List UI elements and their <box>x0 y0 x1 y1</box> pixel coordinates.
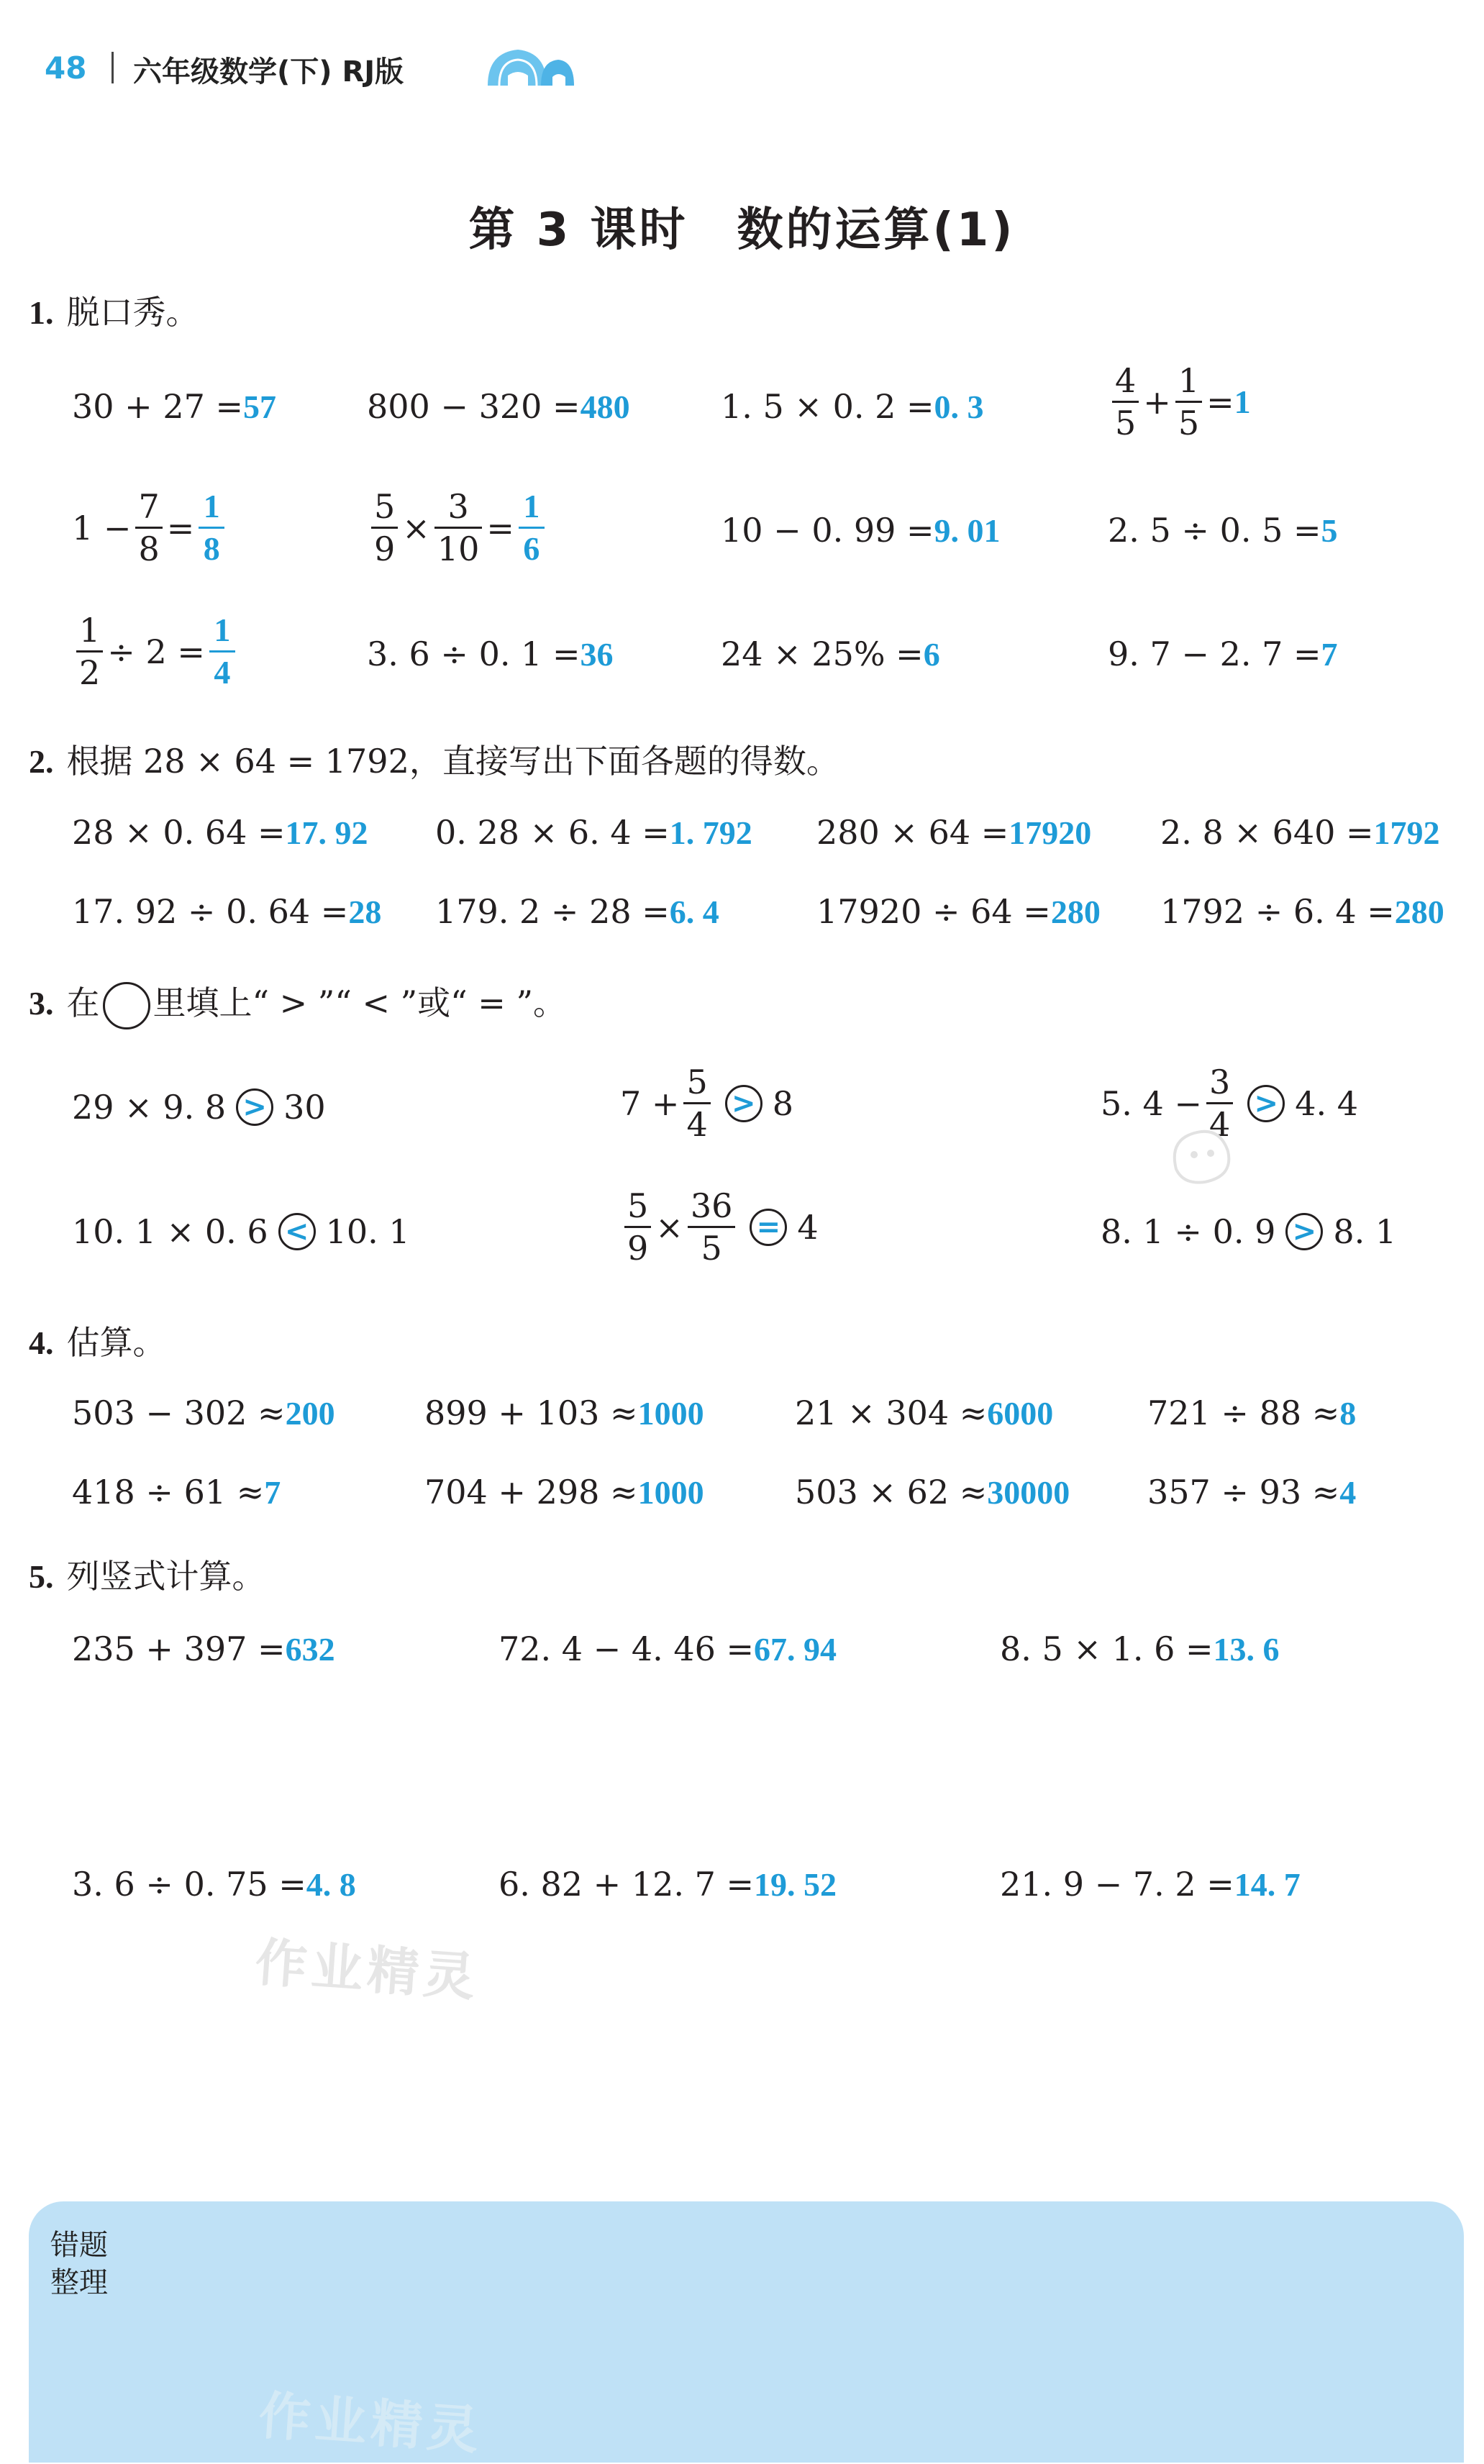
fraction: $\frac{5}{9}$ <box>371 489 398 567</box>
operator: × <box>655 1207 683 1247</box>
watermark: 作业精灵 <box>253 1932 482 2008</box>
expression: 704 + 298 ≈ <box>424 1473 638 1511</box>
compare-item <box>1101 1212 1396 1251</box>
expression: 4. 4 <box>1295 1083 1359 1123</box>
expression: 3. 6 ÷ 0. 75 = <box>72 1865 306 1904</box>
error-notes-box <box>29 2201 1464 2463</box>
question-text: 根据 28 × 64 = 1792，直接写出下面各题的得数。 <box>66 742 839 781</box>
expression: 7 + <box>620 1083 680 1123</box>
page-number: 48 <box>45 50 87 86</box>
answer: 13. 6 <box>1213 1630 1280 1668</box>
expression: 3. 6 ÷ 0. 1 = <box>367 635 581 673</box>
expression: 899 + 103 ≈ <box>424 1394 638 1432</box>
expression: 21 × 304 ≈ <box>795 1394 988 1432</box>
answer: $\frac{1}{4}$ <box>209 613 235 691</box>
expression: 10. 1 <box>325 1212 410 1251</box>
answer-circle: < <box>278 1213 316 1250</box>
math-item <box>721 635 940 673</box>
math-item <box>72 1394 335 1432</box>
math-item <box>72 1629 335 1668</box>
operator: × <box>402 508 430 547</box>
expression: 2. 5 ÷ 0. 5 = <box>1108 511 1321 550</box>
lesson-title: 第 3 课时 数的运算(1) <box>468 204 1016 257</box>
math-item <box>1000 1865 1301 1904</box>
expression: 72. 4 − 4. 46 = <box>499 1629 755 1668</box>
math-item <box>1108 635 1338 673</box>
math-item <box>72 1865 356 1904</box>
answer: 280 <box>1050 893 1101 930</box>
expression: 17. 92 ÷ 0. 64 = <box>72 892 349 931</box>
answer: 1. 792 <box>669 814 752 851</box>
expression: 503 × 62 ≈ <box>795 1473 988 1511</box>
fraction: $\frac{1}{5}$ <box>1175 363 1202 441</box>
answer: 0. 3 <box>934 388 984 425</box>
expression: 2. 8 × 640 = <box>1160 813 1374 852</box>
answer-circle: > <box>725 1085 763 1122</box>
answer: $\frac{1}{8}$ <box>199 489 224 567</box>
expression: 8. 1 <box>1333 1212 1397 1251</box>
math-item <box>816 892 1101 931</box>
answer: 5 <box>1321 512 1338 549</box>
answer: 6. 4 <box>669 893 719 930</box>
book-title: 六年级数学(下) RJ版 <box>133 55 404 88</box>
answer: 9. 01 <box>934 512 1001 549</box>
equals: = <box>486 508 514 547</box>
answer: 1792 <box>1373 814 1440 851</box>
math-item <box>72 1473 281 1511</box>
math-item <box>367 635 614 673</box>
question-text: 脱口秀。 <box>66 293 199 332</box>
fraction: $\frac{3}{10}$ <box>434 489 483 567</box>
compare-item <box>72 1088 326 1127</box>
answer-circle: > <box>1247 1085 1285 1122</box>
math-item <box>721 387 984 426</box>
fraction: $\frac{36}{5}$ <box>688 1188 736 1266</box>
question-text: 列竖式计算。 <box>66 1557 265 1596</box>
answer: 8 <box>1339 1394 1357 1432</box>
expression: 357 ÷ 93 ≈ <box>1147 1473 1340 1511</box>
expression: 235 + 397 = <box>72 1629 286 1668</box>
expression: 17920 ÷ 64 = <box>816 892 1051 931</box>
math-item <box>1147 1473 1356 1511</box>
expression: 8 <box>772 1083 793 1123</box>
answer-circle: > <box>1285 1213 1323 1250</box>
operator: + <box>1143 382 1171 422</box>
expression: 24 × 25% = <box>721 635 924 673</box>
math-item <box>1108 363 1251 441</box>
equals: = <box>166 508 195 547</box>
question-1-title <box>29 286 199 334</box>
question-2-title <box>29 735 839 783</box>
math-item <box>72 813 368 852</box>
expression: 800 − 320 = <box>367 387 581 426</box>
math-item <box>1108 511 1338 550</box>
math-item <box>499 1629 837 1668</box>
question-number: 5. <box>29 1558 54 1595</box>
answer: 632 <box>285 1630 335 1668</box>
answer: 36 <box>580 635 614 673</box>
expression: 9. 7 − 2. 7 = <box>1108 635 1321 673</box>
expression: 4 <box>797 1207 819 1247</box>
answer: 6000 <box>987 1394 1054 1432</box>
answer: 57 <box>243 388 277 425</box>
expression: 29 × 9. 8 <box>72 1088 227 1127</box>
watermark: 作业精灵 <box>257 2385 486 2461</box>
header-divider <box>111 52 114 83</box>
answer: 4 <box>1339 1473 1357 1511</box>
compare-item <box>72 1212 410 1251</box>
math-item <box>1147 1394 1356 1432</box>
math-item <box>72 489 229 567</box>
expression: 10 − 0. 99 = <box>721 511 934 550</box>
expression: 8. 5 × 1. 6 = <box>1000 1629 1214 1668</box>
expression: ÷ 2 = <box>107 632 205 671</box>
question-3-title <box>29 977 566 1029</box>
expression: 5. 4 − <box>1101 1083 1202 1123</box>
igloo-icon <box>483 40 577 94</box>
math-item <box>424 1473 704 1511</box>
math-item <box>1000 1629 1280 1668</box>
fraction: $\frac{7}{8}$ <box>135 489 162 567</box>
expression: 1 − <box>72 508 132 547</box>
fraction: $\frac{5}{4}$ <box>683 1065 710 1142</box>
answer: 200 <box>285 1394 335 1432</box>
question-number: 1. <box>29 294 54 331</box>
math-item <box>367 489 549 567</box>
math-item <box>435 813 752 852</box>
fraction: $\frac{1}{2}$ <box>76 613 103 691</box>
fraction: $\frac{4}{5}$ <box>1112 363 1139 441</box>
math-item <box>367 387 630 426</box>
equals: = <box>1206 382 1234 422</box>
answer: 28 <box>348 893 382 930</box>
question-number: 2. <box>29 743 54 780</box>
question-4-title <box>29 1317 166 1364</box>
answer: 7 <box>1321 635 1338 673</box>
expression: 503 − 302 ≈ <box>72 1394 286 1432</box>
math-item <box>499 1865 837 1904</box>
question-text: 在 <box>66 983 100 1022</box>
expression: 28 × 0. 64 = <box>72 813 286 852</box>
math-item <box>721 511 1001 550</box>
compare-item <box>620 1188 819 1266</box>
expression: 418 ÷ 61 ≈ <box>72 1473 265 1511</box>
answer-circle: = <box>750 1209 787 1246</box>
answer: 1 <box>1234 383 1251 421</box>
expression: 1. 5 × 0. 2 = <box>721 387 934 426</box>
question-number: 4. <box>29 1324 54 1361</box>
math-item <box>1160 813 1440 852</box>
math-item <box>72 613 240 691</box>
math-item <box>435 892 719 931</box>
circle-placeholder-icon <box>103 982 150 1029</box>
expression: 179. 2 ÷ 28 = <box>435 892 670 931</box>
expression: 10. 1 × 0. 6 <box>72 1212 268 1251</box>
answer: 17. 92 <box>285 814 368 851</box>
math-item <box>795 1473 1070 1511</box>
question-5-title <box>29 1550 265 1598</box>
answer: 67. 94 <box>754 1630 837 1668</box>
expression: 6. 82 + 12. 7 = <box>499 1865 755 1904</box>
fraction: $\frac{3}{4}$ <box>1206 1065 1233 1142</box>
math-item <box>72 387 276 426</box>
math-item <box>72 892 381 931</box>
expression: 30 + 27 = <box>72 387 244 426</box>
answer: 4. 8 <box>306 1865 356 1903</box>
answer: 480 <box>580 388 630 425</box>
answer: 1000 <box>637 1473 704 1511</box>
answer: 30000 <box>987 1473 1070 1511</box>
answer: 7 <box>264 1473 281 1511</box>
expression: 8. 1 ÷ 0. 9 <box>1101 1212 1276 1251</box>
answer: 14. 7 <box>1234 1865 1301 1903</box>
answer: 6 <box>923 635 940 673</box>
answer: 1000 <box>637 1394 704 1432</box>
expression: 721 ÷ 88 ≈ <box>1147 1394 1340 1432</box>
expression: 0. 28 × 6. 4 = <box>435 813 670 852</box>
math-item <box>816 813 1091 852</box>
answer: $\frac{1}{6}$ <box>519 489 545 567</box>
expression: 21. 9 − 7. 2 = <box>1000 1865 1234 1904</box>
expression: 1792 ÷ 6. 4 = <box>1160 892 1395 931</box>
math-item <box>424 1394 704 1432</box>
question-text: 里填上“ > ”“ < ”或“ = ”。 <box>153 983 566 1022</box>
math-item <box>1160 892 1444 931</box>
expression: 30 <box>283 1088 326 1127</box>
compare-item <box>620 1063 793 1145</box>
answer: 19. 52 <box>754 1865 837 1903</box>
answer-circle: > <box>236 1088 273 1126</box>
question-number: 3. <box>29 985 54 1022</box>
question-text: 估算。 <box>66 1323 166 1362</box>
watermark-mascot-icon <box>1162 1119 1241 1194</box>
math-item <box>795 1394 1053 1432</box>
answer: 17920 <box>1009 814 1092 851</box>
expression: 280 × 64 = <box>816 813 1009 852</box>
error-notes-label: 错题 整理 <box>50 2229 108 2299</box>
fraction: $\frac{5}{9}$ <box>624 1188 651 1266</box>
answer: 280 <box>1394 893 1444 930</box>
